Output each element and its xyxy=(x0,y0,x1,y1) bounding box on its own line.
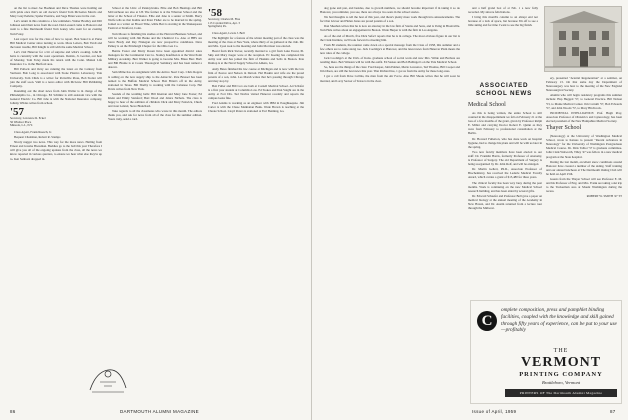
paragraph: Dr. Edward Schaefer and Professor Bell gave a paper on medical biology at the annual meeting of the Academy in New Haven, and Dr. Austin returned from a lecture tour through the Midwest. xyxy=(468,193,542,211)
paragraph: Heard from Rick Stever, recently married to a girl from Lake Forest, Ill. Skip and Mary Jaeger were at the reception. Ev Koenig has completed his Army tour and has joined the firm of Haskins and Sells in Boston. Pete Dunlop is at the Naval Supply School in Athens, Ga. xyxy=(208,49,304,66)
paragraph: Andy Bates finished his law course at Michigan and is now with the law firm of Pearce and Nelson in Detroit. Hal Baskin and wife are the proud parents of a son, John. Les Marsh writes that he's passing through Chicago and may stop by. xyxy=(208,66,304,83)
heading-line: ASSOCIATED xyxy=(479,82,529,89)
paragraph: dog gone and pan, and besides, due to growth numbers, we should become important if in taking it so do Hanover, you reminder, you see, there are always two seats in the school stories. xyxy=(320,6,460,15)
right-column-2-top xyxy=(468,6,538,28)
ad-company-name: VERMONT xyxy=(520,355,602,370)
left-footer xyxy=(0,404,311,414)
paragraph: and a half grand box of at Feb. 1 a now fully recorded. My sincere felicitations. xyxy=(468,6,538,15)
paragraph: Nicely nugget two news. This way for the more news. Hailing from Ernest and Jerome Bressman. Buddies go to the ball this year Therefore I will give you all of the ongoing updates from the class, all the news we know reported in various quarters, to ensure we hear what else they're up to. Ken Sanborn dropped in. xyxy=(10,140,102,161)
page-number: 87 xyxy=(610,409,616,414)
paragraph: Bernie Foster and Marty Rosen have been appointed district sales managers for the Continental Can Co. Stanley Kaufman is at the West Point Military Academy. Burt Walker is going to become Mrs. Blaze Barr. Barb and Bill Blaine is at Coons Theological Seminary and has been named a deacon. xyxy=(108,48,202,70)
paragraph: Fred Adams is working as an engineer with IBM in Poughkeepsie. Jim Carter is with the Chase Manhattan Bank. Wade Brown is teaching at the Choate School. Lloyd Peters is stationed at Fort Benning, Ga. xyxy=(208,101,304,114)
ad-tagline: PRINTERS OF The Dartmouth Alumni Magazine xyxy=(505,389,617,397)
paragraph: Dr. Howard Fullerton, who has done work on hospital hygiene, had to change his plans and will be with us later in the spring. xyxy=(468,136,542,149)
medical-column-1 xyxy=(468,100,542,211)
paragraph: The clinical faculty has been very busy during the past months. Work is continuing on the new Medical School research building, and has been aided by several gifts. xyxy=(468,180,542,193)
left-page xyxy=(0,0,312,420)
class-heading-58 xyxy=(208,9,304,29)
left-column-1 xyxy=(10,6,102,162)
ad-copy: omplete composition, press and pamphlet binding facilities, coupled with the knowledge and skill gained through fifty years of experience, can be put to your use—profitably xyxy=(501,307,617,334)
left-column-3 xyxy=(208,6,304,115)
class-year: '57 xyxy=(10,106,25,119)
right-footer xyxy=(312,404,628,414)
building-photo xyxy=(544,6,622,72)
class-heading-57 xyxy=(10,108,102,128)
paragraph: We had thoughts to tell the best of this year, and there's plenty more work through into announcements. The fact that Glover and Helen Jones are proud parents of a son. xyxy=(320,15,460,24)
vermont-printing-ad xyxy=(470,300,622,404)
heading-line: SCHOOL NEWS xyxy=(475,90,533,97)
paragraph: From 80 students, the reunion came down on a special message from the Class of 1958, this summer and a few others are to come along too. Jack Coolidge's at Hanover, and the latest news from Hanover Plain meets the new rules of the college. xyxy=(320,42,460,55)
paragraph: As this is being written, the entire School is still counted in the disappointment we felt on February 21 at the loss of a few months of the grant, given by Professor Ralph E. Miller and carrying Doctor Robert E. Quinn as they were from February to professional consultation at the Berlin. xyxy=(468,111,542,136)
paragraph: Let's return in this column to a few reminders. Walter Bradley and Dill Johnson send their news from the road. Dan Lessard came to Hanover and went to a fine Dartmouth friend Tom Ganey who went for an evening Tom Foley. xyxy=(10,19,103,36)
section-heading-medical: Medical School xyxy=(468,102,506,108)
paragraph: on the list to meet Joe Hoehnen and Dave Thomas were holding out with pride once that's an old doctor's friend Tom McGettes Morris and Mary Gray Perkins; Spider Prentice, and Sage Brian were in the cast. xyxy=(10,6,102,19)
paragraph: INCIDENTAL INTELLIGENCE: Prof. Hugh Pray, Associate Professor of Obstetrics and Gynecology, has been elected president of the New Hampshire Medical Society. xyxy=(546,110,622,123)
magazine-title: DARTMOUTH ALUMNI MAGAZINE xyxy=(120,409,199,414)
associated-school-news-heading xyxy=(470,82,538,98)
signature: ROBERT W. SMITH '47 TT xyxy=(586,194,622,199)
paragraph: Alumni who will begin residency programs this summer include: Hap Haggett '57, to General Practice. Bill Nelson '53, to Maine Medical Center. Jim Carruth '57, Bob Edwards '57, and John Woods '57, to Mary Hitchcock. xyxy=(546,93,622,110)
paragraph: Bequest Chairman, Robert R. Stamps xyxy=(14,135,61,140)
paragraph: Dr. Martin Gellert, Ph.D., Associate Professor of Biochemistry, has received the Lederle Medical Faculty Award, which carries a grant of $15,480 for three years. xyxy=(468,167,542,180)
paragraph: ery, presented "Arterial Regeneration" at a seminar, on February 13. On that same day the Department of Neurosurgery was host to the meeting of the New England Neurosurgical Society. xyxy=(546,76,622,93)
secretary-line: Secretary, Lawrence R. Eckel xyxy=(10,116,46,121)
paragraph: I got a call from Dave Collins, the man from the Air Force. Also Bill Shook writes that he will soon be married, and Larry Seaver of Texas is in the clear. xyxy=(320,74,460,83)
issue-line: Issue of April, 1959 xyxy=(472,409,517,414)
ad-company-name-2: PRINTING COMPANY xyxy=(519,371,603,378)
paragraph: Two new faculty members have been elected to our staff: Dr. Franklin Harris, formerly Professor of Anatomy, is Professor of Surgery. The old Department of Surgery is being reorganized by Dr. John Rolf, and will be enlarged. xyxy=(468,149,542,167)
address-line: 113 Colonial Drive, Apt. 3 xyxy=(208,20,240,25)
city-line: Mineola, L.I., N.Y. xyxy=(10,123,33,128)
paragraph: Dan Sheehan writes that he is now an attorney in the law firm of Sterns and Sons, and is living in Bronxville. Tom Hale writes about an engagement in Boston. Wade Harper is with the firm in Los Angeles. xyxy=(320,24,460,33)
paragraph: School at the Univ. of Pennsylvania. Ellie and Bob Hastings and Bill McCutcheon are also at UP. The former is at the Wharton School and the latter at the School of Finance. Ellie and Jane is a senior at Smith. Barry Wolfe tells us that Kathie and Peter Fisher are to be married in the spring. Joined as a writer on Broad Tlme, while Bert is starring in the Shakespeare Festival at Stratford, Conn. xyxy=(108,6,202,31)
drop-cap-letter: C xyxy=(477,311,497,331)
ad-city: Brattleboro, Vermont xyxy=(541,380,581,385)
paragraph: Class Agent, Lewis J. Bell xyxy=(212,30,245,35)
secretary-line: Secretary, Charles M. Fine xyxy=(208,17,241,21)
paragraph: Last report was for the class of how to report. Ben Sokol is at Purse Hill Medical Center since turning to work. More Letters, Bob Yardi and the latest trouble, Bill Knight is still with the same Medical School. xyxy=(10,36,102,49)
paragraph: (Neurology) at the University of Washington Medical School, wrote to Kansas to present "Recent Advances in Neurology" for the University of Washington Postgraduate Medical Course. Dr. Dick Talbot '57 is graduate committee. John Clark Walworth, Tilley '47 was fellow in a new medical program at the State hospital. xyxy=(546,134,622,159)
paragraph: Bill Pollock and Ozzy are running the latest on the Century from Vermont. Bob Long is associated with Stone Plastics Laboratory, Yale University. Tom Chick is a writer for Pottsville Press, Bob Stotler will join the staff soon. Vaill is a news editor with McGraw Hill Publishing Company. xyxy=(10,67,102,88)
paragraph: Jack Coolidge's at the Univ. of Kans. graduate school of social work and now Mrs. Wilde and Barbara are residing there. Bob Winston will be with the outfit. Ed Stokes and Bob Ballinger's on the Yale Medical School. xyxy=(320,56,460,65)
paragraph: Sounds of the wedding bells: Bill Kiernan and Mary Jane Foster; Ed Klein and Emily Stanford; Burt Wood and Janice Nichols. The class is happy to hear of the addition of children: Dick and Mary Fenwick, Chuck and Joan Leland, Steve Blanchard. xyxy=(108,91,202,109)
left-column-2 xyxy=(108,6,202,123)
paragraph: As of the end of March, five Dick Sefacl reports that he is in college. The most obvious figure in our list is the Clark Institute, we'll look forward to meeting him. xyxy=(320,33,460,42)
sketch-illustration xyxy=(86,362,130,394)
right-column-1 xyxy=(320,6,460,84)
paragraph: Let's visit Hanover for a bit of surprise and what's cooking. John B. Ierns is currently with the coast operations. Dennis, Jr. Gordon, our host of Monday, Tom Foley made his return with the Conn. Mutual Life Insurance Co. in the Hartford area. xyxy=(10,49,102,67)
paragraph: Sam Milne has an assignment with the Armco Steel Corp. Chris Rogers is sailing on the new supply ship to the Antarctic. Pete Brussel has been named to the Buffalo Medical School. Bob Brian's off in the Army, stationed in Texas. Bill Shelby is working with the Celanese Corp. Hal Davis writes from New York. xyxy=(108,70,202,91)
address-line: 56 Windsor Place xyxy=(10,119,32,124)
paragraph: Take regards to all the classmates who wrote in this month. The editors thank you, and ask for news from all of the class for the summer edition. Yours truly, send a card. xyxy=(108,109,202,122)
paragraph: Bob Fuller and Bill Cox are both at Cornell Medical School. Art Schafer is a first year student at Columbia Law. Ed Stokes and Dan Voight are in the Army at Fort Dix. Ted Nevins visited Hanover recently and reports the campus looks fine. xyxy=(208,83,304,101)
paragraph: The highlight for a feature of the winter meeting part of the class was the meeting of the class at New York, where thirty of us gathered at the club. Mr. and Mrs. Lyon took to the meeting and John Morrison was elected. xyxy=(208,35,304,49)
paragraph: I bring this month's column to an abrupt end not because of a lack of space, but because I'm off to see a little skiing and for time I want to see the big finish. xyxy=(468,15,538,28)
paragraph: So, here are the things of the class: Fred Kasper, John Palmer, Merle Lawrence, Ted Thomas, Bill Cooper and Jim Olson, are still the best news this year. That Richard has, 1 got us from the Army for these long ones. xyxy=(320,65,460,74)
city-line: Springfield, Pa. xyxy=(208,24,227,29)
paragraph: Guests from the Thayer School will see Professor E. M. and his Professor of Eng. and Mrs. Frank are taking a ski trip to the Tuckerman area at Mount Washington during the recess. xyxy=(546,176,622,194)
ad-the: THE xyxy=(553,348,569,354)
medical-column-2 xyxy=(546,76,622,199)
right-page xyxy=(312,0,628,420)
section-heading-thayer: Thayer School xyxy=(546,125,582,132)
paragraph: Rounding out the short news from John Waller is in charge of the Philadelphia Co., in Chicago. Ed Schmitz is still assistant vice with the General Electric Co. Bill Jabe is with the National Insurance company, Johnny Wildes writes from school. xyxy=(10,88,102,106)
paragraph: During the last month, excellent snow conditions around Hanover have created a number of the skiing. Staff training and our annual luncheon at The Dartmouth Outing Club will be held on April 25th. xyxy=(546,159,622,176)
paragraph: Class Agent, Frank Ruesch, Jr. xyxy=(14,129,52,134)
page-number: 86 xyxy=(10,409,16,414)
class-year: '58 xyxy=(208,7,223,19)
paragraph: Tom Moore is finishing his studies at the Harvard Business School, and will be working with Jim Burke and the Chemical Co. Also at HBS are Steve Brady and Ray Finnegan are now prospective candidates. Dave Pelkey is on the Pittsburgh Chapter for the Ohio Gas Co. xyxy=(108,31,202,48)
